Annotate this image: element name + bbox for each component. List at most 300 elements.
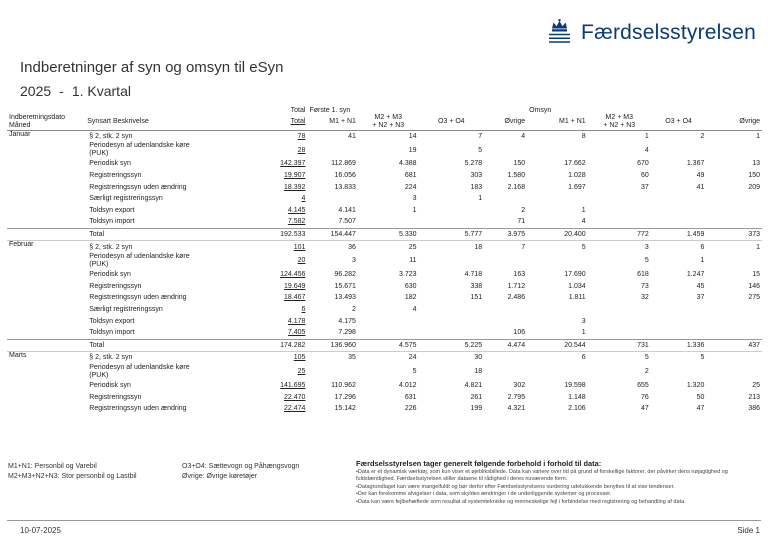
- cell-value: 112.869: [331, 160, 356, 168]
- cell-value: 2: [521, 206, 526, 214]
- cell-value: [651, 142, 707, 158]
- cell-value: 41: [348, 132, 356, 140]
- disclaimer-note: •Datagrundlaget kan være mangelfuldt og bør derfor efter Færdselsstyrelsens vurdering udelukkende benyttes til at vise tendenser.: [356, 483, 675, 490]
- cell-value: 2: [352, 306, 356, 314]
- cell-value: 16.056: [334, 172, 356, 180]
- table-row: [7, 205, 762, 217]
- row-total-link[interactable]: 25: [297, 368, 306, 376]
- cell-value: 15.671: [334, 282, 356, 290]
- cell-value: 183: [470, 183, 483, 191]
- cell-value: 3: [352, 257, 356, 265]
- total-value: 772: [588, 228, 651, 241]
- cell-value: [651, 315, 707, 327]
- row-description: § 2, stk. 2 syn: [85, 241, 254, 253]
- total-value: 136.960: [307, 339, 358, 352]
- table-row: [7, 327, 762, 339]
- legend-m1: M1+N1: Personbil og Varebil: [8, 463, 97, 470]
- month-cell: Januar: [9, 130, 31, 138]
- row-total-link[interactable]: 20: [297, 257, 306, 265]
- total-row: [7, 339, 762, 352]
- cell-value: 1: [581, 206, 586, 214]
- footer-page: Side 1: [737, 526, 760, 535]
- cell-value: 60: [641, 172, 649, 180]
- month-cell: [7, 339, 85, 352]
- cell-value: 1.148: [568, 393, 586, 401]
- cell-value: 5.278: [464, 160, 483, 168]
- row-description: Registreringssyn uden ændring: [89, 294, 187, 302]
- cell-value: 3.723: [399, 271, 417, 279]
- cell-value: 4.388: [399, 160, 417, 168]
- cell-value: 5: [478, 146, 483, 154]
- cell-value: 5: [644, 257, 649, 265]
- cell-value: 226: [404, 405, 417, 413]
- table-row: [7, 403, 762, 415]
- cell-value: 17.296: [334, 393, 356, 401]
- group-total: Total: [290, 106, 306, 114]
- cell-value: 110.962: [331, 381, 356, 389]
- cell-value: 1.320: [686, 381, 705, 389]
- logo: [546, 12, 756, 54]
- row-total-link[interactable]: 105: [254, 352, 307, 364]
- cell-value: 25: [752, 381, 760, 389]
- cell-value: 303: [470, 172, 483, 180]
- cell-value: [527, 304, 588, 316]
- legend-m2: M2+M3+N2+N3: Stor personbil og Lastbil: [8, 473, 137, 480]
- cell-value: 14: [408, 132, 417, 140]
- cell-value: 15: [752, 271, 760, 279]
- month-cell: [7, 216, 85, 228]
- row-description: Periodesyn af udenlandske køre (PUK): [89, 142, 190, 158]
- table-row: [7, 269, 762, 281]
- cell-value: 3: [588, 241, 651, 253]
- table-row: [7, 304, 762, 316]
- cell-value: 4: [521, 132, 526, 140]
- month-cell: [7, 292, 85, 304]
- cell-value: 3: [581, 317, 586, 325]
- row-description: Registreringssyn: [89, 393, 142, 401]
- month-cell: [7, 193, 85, 205]
- cell-value: 17.662: [564, 160, 586, 168]
- cell-value: [358, 327, 419, 339]
- cell-value: [527, 253, 588, 269]
- cell-value: 275: [748, 294, 760, 302]
- total-label: Total: [85, 339, 254, 352]
- col-m1-omsyn: M1 + N1: [527, 114, 588, 131]
- col-o3-omsyn: O3 + O4: [651, 114, 707, 131]
- cell-value: [484, 364, 527, 380]
- cell-value: 7.507: [338, 218, 356, 226]
- cell-value: [588, 216, 651, 228]
- cell-value: 4.718: [464, 271, 483, 279]
- table-body: [7, 130, 762, 414]
- month-cell: [7, 380, 85, 392]
- total-value: 5.330: [358, 228, 419, 241]
- row-description: Periodesyn af udenlandske køre (PUK): [89, 363, 190, 379]
- row-total-link[interactable]: 19.907: [284, 172, 306, 180]
- cell-value: [527, 364, 588, 380]
- cell-value: 618: [637, 271, 649, 279]
- cell-value: 11: [409, 257, 417, 265]
- cell-value: 41: [696, 183, 705, 191]
- cell-value: 30: [419, 352, 485, 364]
- data-table: [7, 102, 762, 414]
- row-total-link[interactable]: 18.467: [284, 294, 306, 302]
- cell-value: [706, 253, 762, 269]
- row-description: Periodisk syn: [89, 381, 131, 389]
- cell-value: 1: [478, 195, 483, 203]
- cell-value: 209: [748, 183, 760, 191]
- row-description: Registreringssyn uden ændring: [89, 183, 187, 191]
- cell-value: 15.142: [334, 405, 356, 413]
- cell-value: 338: [470, 282, 483, 290]
- cell-value: [419, 216, 485, 228]
- table-row: [7, 380, 762, 392]
- cell-value: 261: [470, 393, 483, 401]
- cell-value: 1: [581, 329, 586, 337]
- cell-value: 302: [513, 381, 526, 389]
- month-cell: Februar: [7, 241, 85, 253]
- month-cell: [7, 228, 85, 241]
- group-syn: Første 1. syn: [309, 106, 351, 114]
- row-total-link[interactable]: 6: [301, 306, 306, 314]
- cell-value: 1.034: [568, 282, 586, 290]
- column-header-row: [7, 114, 762, 131]
- month-cell: [7, 364, 85, 380]
- month-cell: [7, 281, 85, 293]
- cell-value: 182: [404, 294, 417, 302]
- cell-value: [307, 193, 358, 205]
- row-total-link[interactable]: 101: [254, 241, 307, 253]
- cell-value: [484, 253, 527, 269]
- cell-value: 386: [748, 405, 760, 413]
- cell-value: 681: [404, 172, 417, 180]
- row-total-link[interactable]: 4: [301, 195, 306, 203]
- row-description: Periodisk syn: [89, 160, 131, 168]
- cell-value: [358, 315, 419, 327]
- cell-value: 630: [404, 282, 417, 290]
- row-total-link[interactable]: 28: [297, 146, 306, 154]
- cell-value: 4: [644, 146, 649, 154]
- total-value: 174.282: [254, 339, 307, 352]
- row-total-link[interactable]: 4.178: [287, 317, 306, 325]
- table-row: [7, 158, 762, 170]
- cell-value: [484, 193, 527, 205]
- cell-value: 4.175: [338, 317, 356, 325]
- cell-value: 5: [651, 352, 707, 364]
- cell-value: [651, 216, 707, 228]
- month-cell: [7, 142, 85, 158]
- cell-value: 37: [641, 183, 649, 191]
- legend-left: [8, 462, 137, 482]
- cell-value: 5: [412, 368, 417, 376]
- cell-value: 32: [641, 294, 649, 302]
- total-value: 437: [706, 339, 762, 352]
- cell-value: 4.821: [464, 381, 483, 389]
- disclaimer-note: •Data er et dynamisk værktøj, som kun viser et øjebliksbillede. Data kan variere over tid på grund af forskellige faktorer, der påvirker dens nøjagtighed og fuldstændighed. Færdselsstyrelsen stiller dataene til rådighed i deres nuværende form.: [356, 469, 728, 483]
- cell-value: 1.712: [507, 282, 526, 290]
- row-description: Periodisk syn: [89, 271, 131, 279]
- cell-value: 7: [478, 132, 483, 140]
- cell-value: 1: [644, 132, 649, 140]
- total-value: 5.225: [419, 339, 485, 352]
- row-description: Registreringssyn: [89, 282, 142, 290]
- cell-value: 1.247: [686, 271, 705, 279]
- legend-ov: Øvrige: Øvrige køretøjer: [182, 473, 258, 480]
- cell-value: 1: [412, 206, 417, 214]
- cell-value: [706, 327, 762, 339]
- cell-value: 19: [408, 146, 417, 154]
- row-total-link[interactable]: 4.145: [287, 206, 306, 214]
- cell-value: [588, 327, 651, 339]
- cell-value: [651, 327, 707, 339]
- cell-value: 199: [470, 405, 483, 413]
- cell-value: 25: [358, 241, 419, 253]
- cell-value: [484, 352, 527, 364]
- cell-value: [651, 205, 707, 217]
- cell-value: 13.493: [334, 294, 356, 302]
- cell-value: [706, 205, 762, 217]
- row-description: Særligt registreringssyn: [89, 195, 163, 203]
- cell-value: [706, 364, 762, 380]
- cell-value: [419, 304, 485, 316]
- total-value: 20.400: [527, 228, 588, 241]
- cell-value: [706, 304, 762, 316]
- cell-value: [588, 205, 651, 217]
- cell-value: 3: [412, 195, 417, 203]
- total-value: 154.447: [307, 228, 358, 241]
- month-cell: [7, 253, 85, 269]
- table-row: [7, 181, 762, 193]
- cell-value: 5: [588, 352, 651, 364]
- total-value: 192.533: [254, 228, 307, 241]
- col-m2-omsyn: M2 + M3 + N2 + N3: [588, 114, 651, 131]
- row-description: Toldsyn import: [89, 218, 135, 226]
- col-ov-omsyn: Øvrige: [706, 114, 762, 131]
- table-row: [7, 193, 762, 205]
- cell-value: [588, 193, 651, 205]
- col-total: Total: [254, 114, 307, 131]
- row-description: Registreringssyn: [89, 172, 142, 180]
- cell-value: 7.298: [338, 329, 356, 337]
- total-value: 373: [706, 228, 762, 241]
- table-row: [7, 142, 762, 158]
- table-row: [7, 241, 762, 253]
- cell-value: 1: [700, 257, 705, 265]
- cell-value: 2.168: [507, 183, 526, 191]
- row-description: Registreringssyn uden ændring: [89, 405, 187, 413]
- cell-value: 2.795: [507, 393, 526, 401]
- table-row: [7, 216, 762, 228]
- cell-value: 18: [474, 368, 483, 376]
- cell-value: 35: [307, 352, 358, 364]
- cell-value: 76: [641, 393, 649, 401]
- month-cell: [7, 327, 85, 339]
- cell-value: 1: [756, 132, 760, 140]
- cell-value: [358, 216, 419, 228]
- col-m1: M1 + N1: [307, 114, 358, 131]
- cell-value: 150: [748, 172, 760, 180]
- cell-value: [706, 142, 762, 158]
- cell-value: 71: [517, 218, 526, 226]
- cell-value: 1: [706, 241, 762, 253]
- col-desc: Synsart Beskrivelse: [85, 114, 254, 131]
- total-row: [7, 228, 762, 241]
- cell-value: [307, 364, 358, 380]
- cell-value: [419, 253, 485, 269]
- cell-value: 2.486: [507, 294, 526, 302]
- cell-value: 36: [307, 241, 358, 253]
- cell-value: 151: [470, 294, 483, 302]
- legend-right: [182, 462, 299, 482]
- cell-value: 18: [419, 241, 485, 253]
- footer-date: 10-07-2025: [20, 526, 61, 535]
- total-value: 4.575: [358, 339, 419, 352]
- cell-value: [307, 142, 358, 158]
- cell-value: 13: [752, 160, 760, 168]
- cell-value: 49: [696, 172, 705, 180]
- cell-value: [484, 315, 527, 327]
- row-description: Særligt registreringssyn: [89, 306, 163, 314]
- row-total-link[interactable]: 18.392: [284, 183, 306, 191]
- row-description: § 2, stk. 2 syn: [85, 352, 254, 364]
- month-cell: Marts: [7, 352, 85, 364]
- cell-value: 73: [641, 282, 649, 290]
- cell-value: 4: [581, 218, 586, 226]
- total-value: 3.975: [484, 228, 527, 241]
- total-label: Total: [85, 228, 254, 241]
- month-cell: [7, 391, 85, 403]
- cell-value: 1.028: [568, 172, 586, 180]
- total-value: 731: [588, 339, 651, 352]
- row-total-link[interactable]: 142.397: [280, 160, 306, 168]
- cell-value: 150: [513, 160, 526, 168]
- cell-value: [651, 304, 707, 316]
- cell-value: 2: [700, 132, 705, 140]
- cell-value: 146: [748, 282, 760, 290]
- table-row: [7, 352, 762, 364]
- row-total-link[interactable]: 7.405: [287, 329, 306, 337]
- cell-value: [527, 142, 588, 158]
- cell-value: 224: [404, 183, 417, 191]
- report-period: [20, 83, 131, 99]
- cell-value: 631: [404, 393, 417, 401]
- cell-value: [588, 304, 651, 316]
- group-omsyn: Omsyn: [529, 106, 552, 114]
- cell-value: [706, 352, 762, 364]
- row-total-link[interactable]: 141.695: [280, 381, 306, 389]
- cell-value: 213: [748, 393, 760, 401]
- cell-value: 45: [696, 282, 705, 290]
- month-cell: [7, 158, 85, 170]
- cell-value: 96.282: [334, 271, 356, 279]
- crown-logo-icon: [546, 13, 573, 53]
- cell-value: 106: [513, 329, 526, 337]
- cell-value: 24: [358, 352, 419, 364]
- cell-value: 17.690: [564, 271, 586, 279]
- row-total-link[interactable]: 22.470: [284, 393, 306, 401]
- row-description: Toldsyn import: [89, 329, 135, 337]
- total-value: 1.459: [651, 228, 707, 241]
- cell-value: [706, 193, 762, 205]
- cell-value: [706, 216, 762, 228]
- table-row: [7, 364, 762, 380]
- month-cell: [7, 403, 85, 415]
- month-cell: [7, 304, 85, 316]
- row-total-link[interactable]: 7.582: [287, 218, 306, 226]
- cell-value: 6: [651, 241, 707, 253]
- table-row: [7, 253, 762, 269]
- row-total-link[interactable]: 22.474: [284, 405, 306, 413]
- cell-value: 37: [696, 294, 705, 302]
- month-cell: [7, 205, 85, 217]
- cell-value: 6: [527, 352, 588, 364]
- row-description: Toldsyn export: [89, 206, 135, 214]
- logo-text: Færdselsstyrelsen: [581, 21, 756, 44]
- disclaimer-note: •Der kan forekomme afvigelser i data, som skyldes ændringer i de underliggende systemer og processer.: [356, 491, 612, 498]
- month-cell: [7, 181, 85, 193]
- total-value: 20.544: [527, 339, 588, 352]
- cell-value: 5: [527, 241, 588, 253]
- cell-value: 13.833: [334, 183, 356, 191]
- cell-value: 47: [641, 405, 649, 413]
- col-o3: O3 + O4: [419, 114, 485, 131]
- table-row: [7, 391, 762, 403]
- table-row: [7, 281, 762, 293]
- cell-value: 1.697: [568, 183, 586, 191]
- cell-value: 19.598: [564, 381, 586, 389]
- cell-value: 163: [513, 271, 526, 279]
- cell-value: [651, 193, 707, 205]
- group-header-row: [7, 102, 762, 114]
- row-total-link[interactable]: 78: [297, 132, 306, 140]
- cell-value: 7: [484, 241, 527, 253]
- row-description: Periodesyn af udenlandske køre (PUK): [89, 252, 190, 268]
- row-total-link[interactable]: 19.649: [284, 282, 306, 290]
- cell-value: 8: [581, 132, 586, 140]
- cell-value: [484, 304, 527, 316]
- cell-value: 1.367: [686, 160, 705, 168]
- cell-value: 655: [637, 381, 649, 389]
- period-dash: -: [59, 83, 64, 99]
- row-description: § 2, stk. 2 syn: [89, 132, 133, 140]
- cell-value: [419, 315, 485, 327]
- cell-value: 50: [696, 393, 705, 401]
- period-year: 2025: [20, 83, 52, 99]
- month-cell: [7, 315, 85, 327]
- row-total-link[interactable]: 124.456: [280, 271, 306, 279]
- table-row: [7, 292, 762, 304]
- cell-value: 4.141: [338, 206, 356, 214]
- cell-value: 2.106: [568, 405, 586, 413]
- period-quarter: 1. Kvartal: [71, 83, 131, 99]
- disclaimer: [356, 459, 756, 506]
- cell-value: [588, 315, 651, 327]
- col-month: Indberetningsdato Måned: [7, 114, 85, 131]
- cell-value: 4: [412, 306, 417, 314]
- cell-value: 670: [637, 160, 649, 168]
- cell-value: [651, 364, 707, 380]
- col-m2: M2 + M3 + N2 + N3: [358, 114, 419, 131]
- legend-o3: O3+O4: Sættevogn og Påhængsvogn: [182, 463, 300, 470]
- disclaimer-heading: Færdselsstyrelsen tager generelt følgende forbehold i forhold til data:: [356, 459, 602, 468]
- cell-value: 47: [696, 405, 705, 413]
- cell-value: [527, 193, 588, 205]
- cell-value: 1.811: [568, 294, 586, 302]
- cell-value: [484, 142, 527, 158]
- month-cell: [7, 170, 85, 182]
- cell-value: [419, 205, 485, 217]
- cell-value: [706, 315, 762, 327]
